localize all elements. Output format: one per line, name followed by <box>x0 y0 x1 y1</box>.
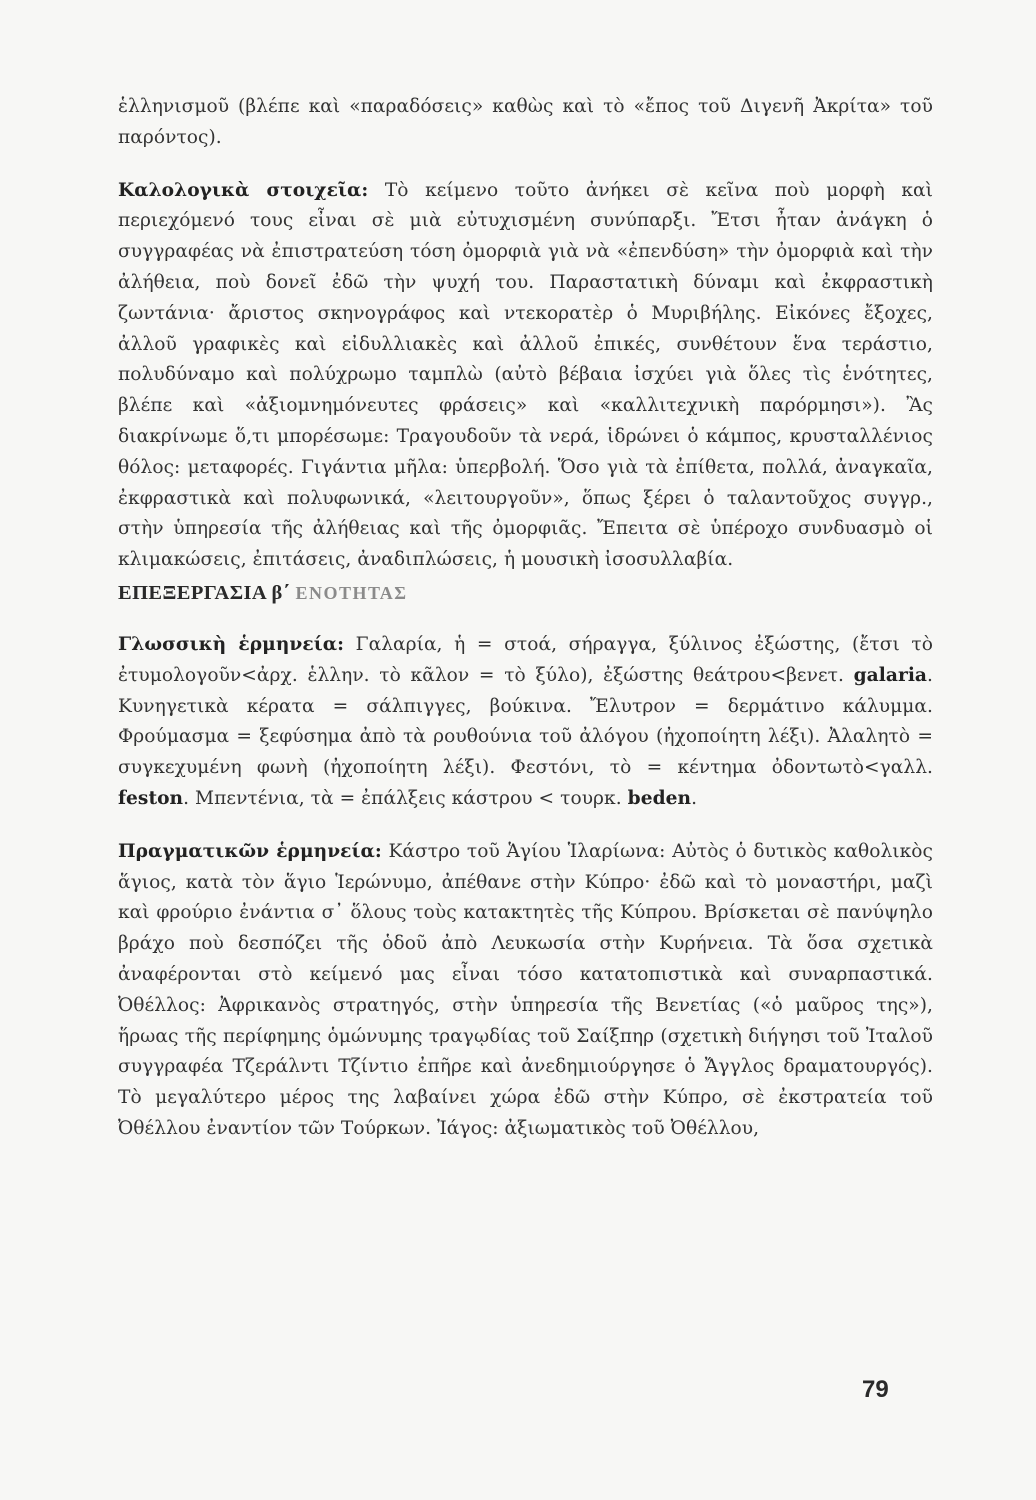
section-heading-faded: ΕΝΟΤΗΤΑΣ <box>295 582 408 603</box>
section-heading-main: ΕΠΕΞΕΡΓΑΣΙΑ β΄ <box>118 581 290 604</box>
glossiki-text-1: Γαλαρία, ἡ = στοά, σήραγγα, ξύλινος ἐξώστης, (ἔτσι τὸ ἐτυμολογοῦν<ἀρχ. ἑλλην. τὸ κᾶλον = τὸ ξύλο), ἐξώστης θεάτρου<βενετ. <box>118 633 933 686</box>
pragmatiki-paragraph <box>118 837 933 1145</box>
kalologika-text: Τὸ κείμενο τοῦτο ἀνήκει σὲ κεῖνα ποὺ μορφὴ καὶ περιεχόμενό τους εἶναι σὲ μιὰ εὐτυχισμένη συνύπαρξι. Ἔτσι ἦταν ἀνάγκη ὁ συγγραφέας νὰ ἐπιστρατεύση τόση ὀμορφιὰ γιὰ νὰ «ἐπενδύση» τὴν ὀμορφιὰ καὶ τὴν ἀλήθεια, ποὺ δονεῖ ἐδῶ τὴν ψυχή του. Παραστατικὴ δύναμι καὶ ἐκφραστικὴ ζωντάνια· ἄριστος σκηνογράφος καὶ ντεκορατὲρ ὁ Μυριβήλης. Εἰκόνες ἔξοχες, ἀλλοῦ γραφικὲς καὶ εἰδυλλιακὲς καὶ ἀλλοῦ ἐπικές, συνθέτουν ἕνα τεράστιο, πολυδύναμο καὶ πολύχρωμο ταμπλὼ (αὐτὸ βέβαια ἰσχύει γιὰ ὅλες τὶς ἑνότητες, βλέπε καὶ «ἀξιομνημόνευτες φράσεις» καὶ «καλλιτεχνικὴ παρόρμησι»). Ἂς διακρίνωμε ὅ,τι μπορέσωμε: Τραγουδοῦν τὰ νερά, ἱδρώνει ὁ κάμπος, κρυσταλλένιος θόλος: μεταφορές. Γιγάντια μῆλα: ὑπερβολή. Ὅσο γιὰ τὰ ἐπίθετα, πολλά, ἀναγκαῖα, ἐκφραστικὰ καὶ πολυφωνικά, «λειτουργοῦν», ὅπως ξέρει ὁ ταλαντοῦχος συγγρ., στὴν ὑπηρεσία τῆς ἀλήθειας καὶ τῆς ὀμορφιᾶς. Ἔπειτα σὲ ὑπέροχο συνδυασμὸ οἱ κλιμακώσεις, ἐπιτάσεις, ἀναδιπλώσεις, ἡ μουσικὴ ἰσοσυλλαβία. <box>118 179 933 571</box>
glossiki-word-feston: feston <box>118 787 184 809</box>
page-number: 79 <box>862 1376 889 1403</box>
section-heading <box>118 578 933 608</box>
kalologika-paragraph <box>118 176 933 576</box>
glossiki-word-beden: beden <box>627 787 692 809</box>
intro-text: ἑλληνισμοῦ (βλέπε καὶ «παραδόσεις» καθὼς καὶ τὸ «ἔπος τοῦ Διγενῆ Ἀκρίτα» τοῦ παρόντος). <box>118 96 933 148</box>
glossiki-text-4: . <box>691 787 698 809</box>
glossiki-lead: Γλωσσικὴ ἑρμηνεία: <box>118 633 345 655</box>
pragmatiki-text: Κάστρο τοῦ Ἁγίου Ἱλαρίωνα: Αὐτὸς ὁ δυτικὸς καθολικὸς ἅγιος, κατὰ τὸν ἅγιο Ἱερώνυμο, ἀπέθανε στὴν Κύπρο· ἐδῶ καὶ τὸ μοναστήρι, μαζὶ καὶ φρούριο ἐνάντια σ᾿ ὅλους τοὺς κατακτητὲς τῆς Κύπρου. Βρίσκεται σὲ πανύψηλο βράχο ποὺ δεσπόζει τῆς ὁδοῦ ἀπὸ Λευκωσία στὴν Κυρήνεια. Τὰ ὅσα σχετικὰ ἀναφέρονται στὸ κείμενό μας εἶναι τόσο κατατοπιστικὰ καὶ συναρπαστικά. Ὀθέλλος: Ἀφρικανὸς στρατηγός, στὴν ὑπηρεσία τῆς Βενετίας («ὁ μαῦρος της»), ἥρωας τῆς περίφημης ὁμώνυμης τραγῳδίας τοῦ Σαίξπηρ (σχετικὴ διήγησι τοῦ Ἰταλοῦ συγγραφέα Τζεράλντι Τζίντιο ἐπῆρε καὶ ἀνεδημιούργησε ὁ Ἄγγλος δραματουργός). Τὸ μεγαλύτερο μέρος της λαβαίνει χώρα ἐδῶ στὴν Κύπρο, σὲ ἐκστρατεία τοῦ Ὀθέλλου ἐναντίον τῶν Τούρκων. Ἰάγος: ἀξιωματικὸς τοῦ Ὀθέλλου, <box>118 840 933 1139</box>
glossiki-text-2: . Κυνηγετικὰ κέρατα = σάλπιγγες, βούκινα. Ἔλυτρον = δερμάτινο κάλυμμα. Φρούμασμα = ξεφύσημα ἀπὸ τὰ ρουθούνια τοῦ ἀλόγου (ἠχοποίητη λέξι). Ἀλαλητὸ = συγκεχυμένη φωνὴ (ἠχοποίητη λέξι). Φεστόνι, τὸ = κέντημα ὀδοντωτὸ<γαλλ. <box>118 664 933 779</box>
glossiki-text-3: . Μπεντένια, τὰ = ἐπάλξεις κάστρου < τουρκ. <box>183 787 628 809</box>
intro-paragraph <box>118 92 933 154</box>
page-body <box>118 92 933 1145</box>
glossiki-paragraph <box>118 630 933 815</box>
glossiki-word-galaria: galaria <box>853 664 928 686</box>
kalologika-lead: Καλολογικὰ στοιχεῖα: <box>118 179 369 201</box>
pragmatiki-lead: Πραγματικῶν ἑρμηνεία: <box>118 840 382 862</box>
